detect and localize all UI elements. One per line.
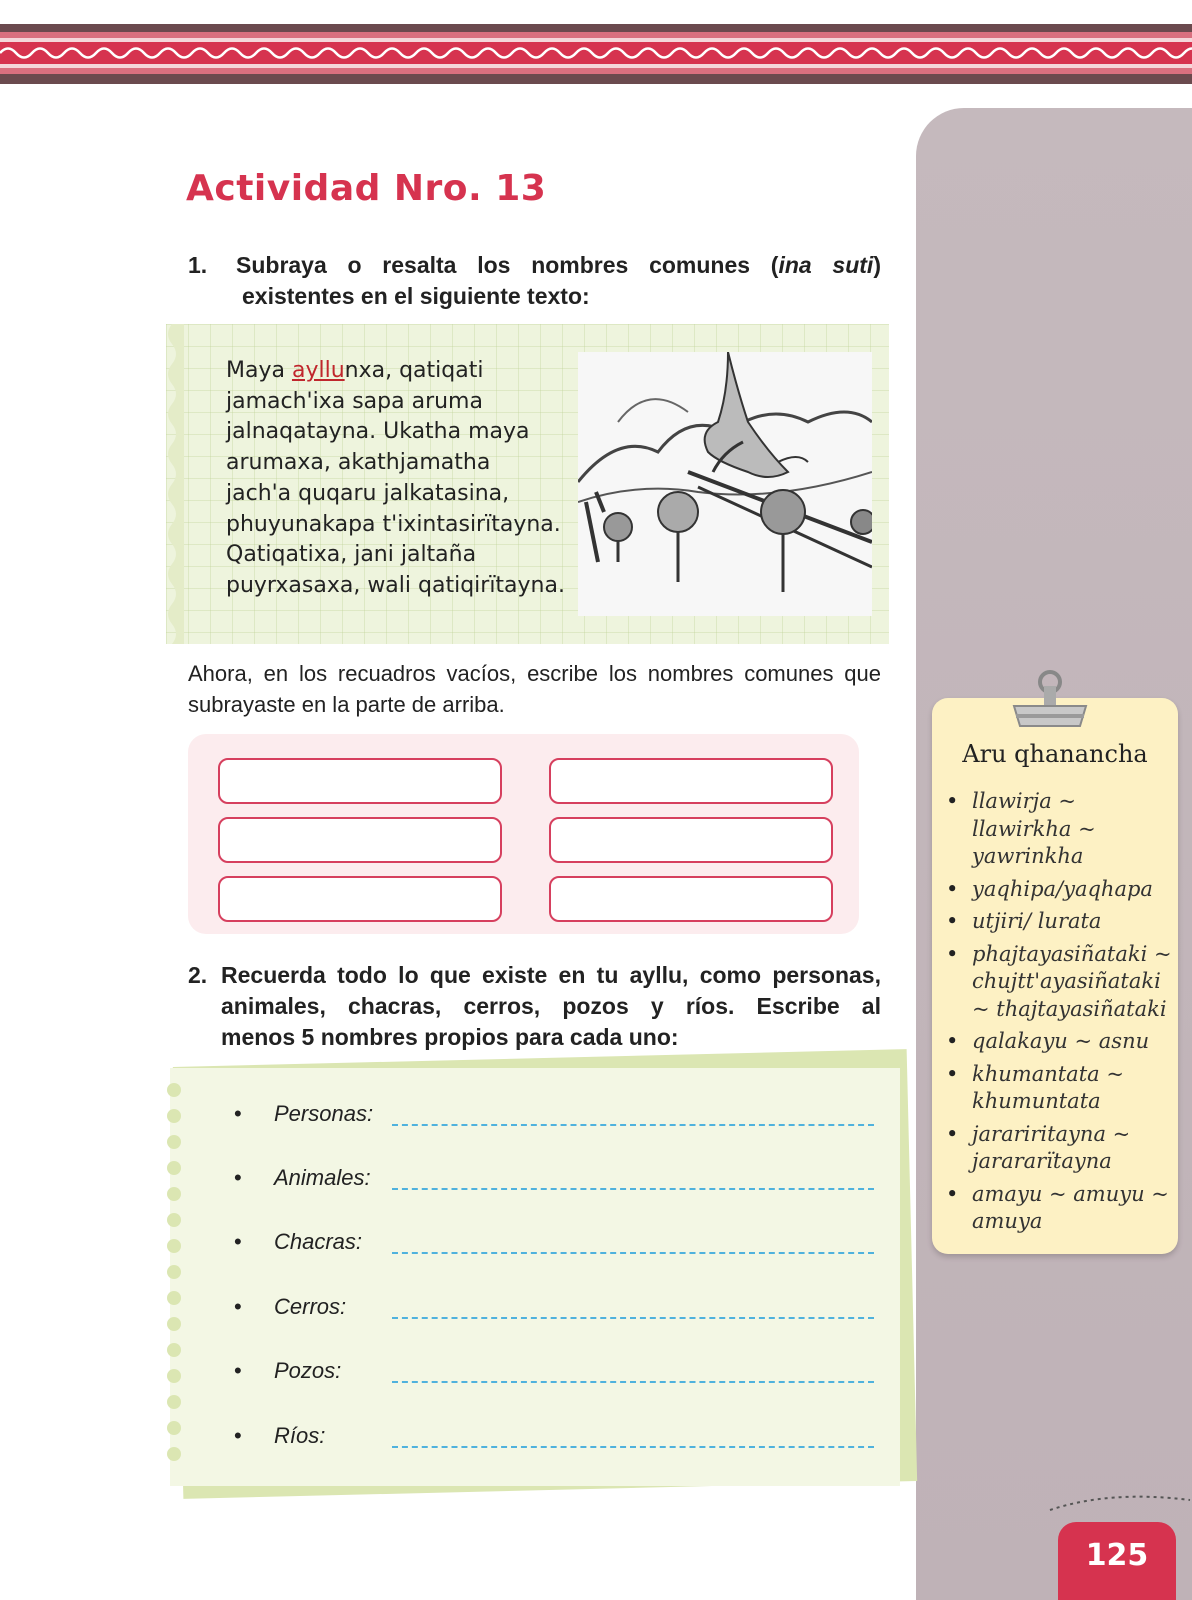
answer-line-personas[interactable] <box>392 1124 874 1126</box>
answer-line-pozos[interactable] <box>392 1381 874 1383</box>
paper-holes <box>160 1080 200 1480</box>
answer-box[interactable] <box>218 758 502 804</box>
reading-line: phuyunakapa t'ixintasirïtayna. <box>226 511 561 537</box>
bullet: • <box>234 1358 242 1383</box>
answer-line-chacras[interactable] <box>392 1252 874 1254</box>
answer-line-animales[interactable] <box>392 1188 874 1190</box>
item-label-chacras: Chacras: <box>274 1229 363 1254</box>
glossary-item: • yaqhipa/yaqhapa <box>944 876 1176 904</box>
answer-line-rios[interactable] <box>392 1446 874 1448</box>
glossary-item: • llawirja ~ llawirkha ~ yawrinkha <box>944 788 1176 871</box>
bullet: • <box>234 1423 242 1448</box>
item-label-cerros: Cerros: <box>274 1294 347 1319</box>
item-label-personas: Personas: <box>274 1101 374 1126</box>
answer-line-cerros[interactable] <box>392 1317 874 1319</box>
glossary-item: • utjiri/ lurata <box>944 908 1176 936</box>
glossary-item: • jarariritayna ~ jarararïtayna <box>944 1121 1176 1176</box>
torn-edge <box>160 324 184 644</box>
binder-clip-icon <box>1008 668 1092 732</box>
question-2-line-1: Recuerda todo lo que existe en tu ayllu, como personas, <box>221 962 881 988</box>
reading-line: jalnaqatayna. Ukatha maya <box>226 419 530 445</box>
reading-line: Qatiqatixa, jani jaltaña <box>226 542 477 568</box>
page-number: 125 <box>1085 1538 1149 1573</box>
underlined-word: ayllu <box>291 358 345 383</box>
question-2-line-2: animales, chacras, cerros, pozos y ríos. Escribe al <box>221 993 881 1019</box>
reading-line: jach'a quqaru jalkatasina, <box>226 480 510 506</box>
bullet: • <box>234 1101 242 1126</box>
question-1-line-1: Subraya o resalta los nombres comunes (ina suti) <box>236 252 881 278</box>
bullet: • <box>234 1165 242 1190</box>
item-label-rios: Ríos: <box>274 1423 326 1448</box>
glossary-item: • qalakayu ~ asnu <box>944 1028 1176 1056</box>
bullet: • <box>234 1229 242 1254</box>
activity-title: Actividad Nro. 13 <box>186 168 547 209</box>
reading-text <box>226 356 566 602</box>
reading-line: Maya ayllunxa, qatiqati <box>226 358 484 383</box>
glossary-title: Aru qhanancha <box>962 740 1148 768</box>
decorative-top-band <box>0 24 1192 84</box>
answer-box[interactable] <box>549 758 833 804</box>
bird-tree-sketch <box>578 352 872 616</box>
reading-line: jamach'ixa sapa aruma <box>226 388 483 414</box>
instruction-text: Ahora, en los recuadros vacíos, escribe los nombres comunes que subrayaste en la parte de arriba. <box>188 661 881 717</box>
question-2-line-3: menos 5 nombres propios para cada uno: <box>221 1024 679 1050</box>
answer-box[interactable] <box>549 817 833 863</box>
glossary-item: • phajtayasiñataki ~ chujtt'ayasiñataki ~ thajtayasiñataki <box>944 941 1176 1024</box>
item-label-animales: Animales: <box>274 1165 371 1190</box>
reading-line: arumaxa, akathjamatha <box>226 450 491 476</box>
glossary-item: • khumantata ~ khumuntata <box>944 1061 1176 1116</box>
question-2-number: 2. <box>188 962 208 988</box>
question-1-line-2: existentes en el siguiente texto: <box>242 283 590 309</box>
item-label-pozos: Pozos: <box>274 1358 342 1383</box>
reading-line: puyrxasaxa, wali qatiqirïtayna. <box>226 572 565 598</box>
answer-box[interactable] <box>218 876 502 922</box>
answer-box[interactable] <box>549 876 833 922</box>
glossary-list <box>944 788 1176 1241</box>
question-1-number: 1. <box>188 252 208 278</box>
answer-box[interactable] <box>218 817 502 863</box>
bullet: • <box>234 1294 242 1319</box>
glossary-item: • amayu ~ amuyu ~ amuya <box>944 1181 1176 1236</box>
